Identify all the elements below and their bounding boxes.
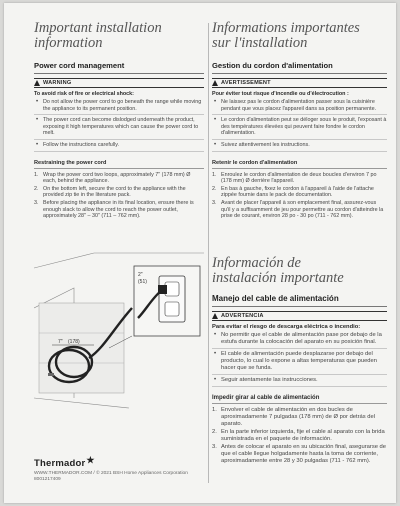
english-warning-lead: To avoid risk of fire or electrical shock: bbox=[34, 91, 134, 97]
french-title-line2: sur l'installation bbox=[212, 35, 308, 51]
step-number: 1. bbox=[212, 407, 217, 413]
list-item bbox=[34, 200, 204, 220]
list-item bbox=[212, 172, 387, 185]
brand-name: Thermador bbox=[34, 458, 86, 469]
spanish-warning-lead: Para evitar el riesgo de descarga eléctrica o incendio: bbox=[212, 324, 361, 330]
list-item: • Ne laissez pas le cordon d'alimentation passer sous la cuisinière pendant que vous placez l'appareil dans sa position permanente. bbox=[212, 99, 387, 115]
column-divider bbox=[208, 23, 209, 483]
list-item bbox=[34, 172, 204, 185]
dimension-label-51mm: (51) bbox=[138, 279, 147, 285]
warning-triangle-icon bbox=[212, 80, 218, 86]
list-item bbox=[212, 200, 387, 220]
footer-part-number: 8001217409 bbox=[34, 477, 61, 482]
french-title bbox=[212, 21, 387, 51]
french-section-title: Gestion du cordon d'alimentation bbox=[212, 61, 387, 74]
list-item: • No permitir que el cable de alimentación pase por debajo de la estufa durante la colocación del aparato en su posición final. bbox=[212, 332, 387, 349]
warning-triangle-icon bbox=[212, 313, 218, 319]
plug-head bbox=[158, 285, 167, 294]
step-number: 2. bbox=[212, 185, 217, 192]
spanish-title-line1: Información de bbox=[212, 255, 301, 271]
step-number: 2. bbox=[34, 185, 39, 192]
english-title-line2: information bbox=[34, 35, 103, 51]
dimension-label-7in: 7" bbox=[58, 339, 63, 345]
floor-line bbox=[34, 398, 129, 408]
list-item: • The power cord can become dislodged underneath the product, exposing it high temperatures which can cause the power cord to melt. bbox=[34, 117, 204, 140]
spanish-warning-bar bbox=[212, 311, 387, 321]
step-number: 3. bbox=[212, 444, 217, 450]
french-restrain-title: Retenir le cordon d'alimentation bbox=[212, 160, 387, 169]
list-item bbox=[212, 407, 387, 428]
spanish-steps bbox=[212, 407, 387, 465]
list-item: • Le cordon d'alimentation peut se déloger sous le produit, l'exposant à des températures élevées qui peuvent faire fondre le cordon d'alimentation. bbox=[212, 117, 387, 140]
english-restrain-title: Restraining the power cord bbox=[34, 160, 204, 169]
star-icon: ★ bbox=[86, 455, 95, 465]
zip-tie bbox=[48, 373, 54, 376]
step-text: Envolver el cable de alimentación en dos bucles de aproximadamente 7 pulgadas (178 mm) de Ø por detrás del aparato. bbox=[221, 407, 376, 427]
illustration-svg bbox=[34, 248, 204, 413]
list-item: • Seguir atentamente las instrucciones. bbox=[212, 377, 387, 387]
step-number: 2. bbox=[212, 429, 217, 435]
french-warning-label: AVERTISSEMENT bbox=[221, 80, 271, 86]
french-title-line1: Informations importantes bbox=[212, 20, 360, 36]
list-item: • Suivez attentivement les instructions. bbox=[212, 142, 387, 152]
list-item bbox=[212, 429, 387, 443]
english-warning-bar bbox=[34, 78, 204, 88]
english-warning-list bbox=[34, 99, 204, 152]
spanish-title-line2: instalación importante bbox=[212, 270, 344, 286]
list-item bbox=[34, 186, 204, 199]
step-number: 1. bbox=[34, 171, 39, 178]
footer-text bbox=[34, 471, 188, 483]
spanish-warning-list bbox=[212, 332, 387, 387]
step-number: 3. bbox=[212, 199, 217, 206]
list-item bbox=[212, 186, 387, 199]
english-title bbox=[34, 21, 204, 51]
step-text: En bas à gauche, fixez le cordon à l'appareil à l'aide de l'attache zippée fournie dans le pack de documentation. bbox=[221, 185, 374, 199]
list-item: • Do not allow the power cord to go beneath the range while moving the appliance to its permanent position. bbox=[34, 99, 204, 115]
step-text: Before placing the appliance in its final location, ensure there is enough slack to allow the cord to reach the power outlet, approximately 28" – 30" (711 – 762 mm). bbox=[43, 199, 194, 220]
spanish-title bbox=[212, 256, 387, 286]
english-title-line1: Important installation bbox=[34, 20, 162, 36]
french-steps bbox=[212, 172, 387, 220]
dimension-label-2in: 2" bbox=[138, 272, 143, 278]
instruction-sheet bbox=[4, 3, 396, 503]
power-cord-illustration bbox=[34, 248, 204, 413]
english-warning-label: WARNING bbox=[43, 80, 72, 86]
english-section-title: Power cord management bbox=[34, 61, 204, 74]
french-warning-lead: Pour éviter tout risque d'incendie ou d'électrocution : bbox=[212, 91, 349, 97]
step-text: On the bottom left, secure the cord to the appliance with the provided zip tie in the literature pack. bbox=[43, 185, 186, 199]
step-text: En la parte inferior izquierda, fije el cable al aparato con la brida suministrada en el paquete de información. bbox=[221, 429, 385, 442]
french-warning-list bbox=[212, 99, 387, 152]
list-item bbox=[212, 444, 387, 465]
step-number: 1. bbox=[212, 171, 217, 178]
spanish-section-title: Manejo del cable de alimentación bbox=[212, 294, 387, 307]
outlet-socket-bottom bbox=[165, 302, 179, 316]
english-steps bbox=[34, 172, 204, 220]
brand-logo bbox=[34, 455, 95, 469]
step-text: Enroulez le cordon d'alimentation de deux boucles d'environ 7 po (178 mm) Ø derrière l'appareil. bbox=[221, 171, 377, 185]
list-item: • Follow the instructions carefully. bbox=[34, 142, 204, 152]
warning-triangle-icon bbox=[34, 80, 40, 86]
french-column bbox=[212, 21, 387, 221]
step-number: 3. bbox=[34, 199, 39, 206]
step-text: Antes de colocar el aparato en su ubicación final, asegurarse de que el cable llegue holgadamente hasta la toma de corriente, aproximadamente entre 28 y 30 pulgadas (711 - 762 mm). bbox=[221, 444, 386, 464]
french-warning-bar bbox=[212, 78, 387, 88]
spanish-section bbox=[212, 256, 387, 466]
spanish-restrain-title: Impedir girar al cable de alimentación bbox=[212, 395, 387, 404]
step-text: Avant de placer l'appareil à son emplacement final, assurez-vous qu'il y a suffisamment de jeu pour permettre au cordon d'atteindre la prise de courant, environ 28 po - 30 po (711 - 762 mm). bbox=[221, 199, 384, 220]
outlet-socket-top bbox=[165, 282, 179, 296]
list-item: • El cable de alimentación puede desplazarse por debajo del producto, lo cual lo expone a altas temperaturas que pueden hacer que se funda. bbox=[212, 351, 387, 375]
step-text: Wrap the power cord two loops, approximately 7" (178 mm) Ø each, behind the appliance. bbox=[43, 171, 191, 185]
spanish-warning-label: ADVERTENCIA bbox=[221, 313, 264, 319]
dimension-label-178mm: (178) bbox=[68, 339, 80, 345]
footer-copyright: WWW.THERMADOR.COM / © 2021 BSH Home Appliances Corporation bbox=[34, 471, 188, 476]
english-column bbox=[34, 21, 204, 221]
